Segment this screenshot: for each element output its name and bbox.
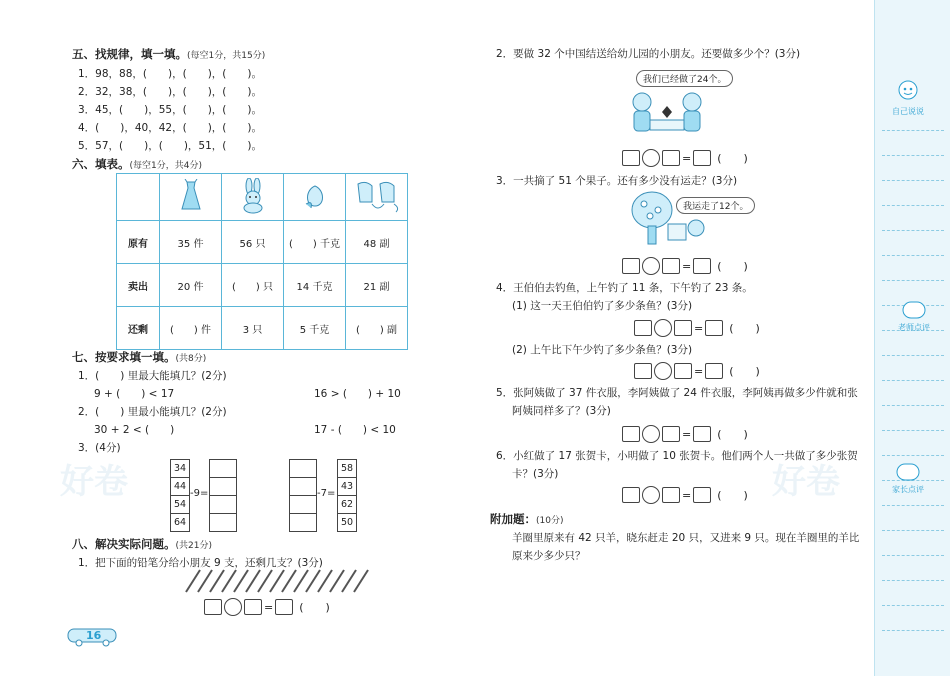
operator-circle[interactable]: [654, 362, 672, 380]
num-cell: 64: [173, 517, 187, 528]
answer-box[interactable]: [674, 320, 692, 336]
note-line: [882, 605, 944, 606]
operator-circle[interactable]: [224, 598, 242, 616]
pencil: [198, 570, 212, 592]
operator-circle[interactable]: [654, 319, 672, 337]
badge-self: [884, 78, 932, 117]
table-corner: [117, 174, 160, 221]
equation-row: = ( ): [622, 257, 748, 275]
child-face-icon: [893, 78, 923, 104]
row-label: 卖出: [117, 264, 160, 307]
equation-row: = ( ): [634, 362, 760, 380]
answer-box[interactable]: [622, 150, 640, 166]
s7-q2: 2．( ) 里最小能填几？(2分): [78, 406, 227, 418]
num-cell: 54: [171, 496, 189, 514]
dress-icon: [160, 174, 222, 221]
answer-box[interactable]: [622, 487, 640, 503]
badge-teacher-label: 老师点评: [898, 323, 930, 332]
answer-box[interactable]: [622, 258, 640, 274]
vertical-box-left: [170, 459, 190, 532]
answer-box[interactable]: [275, 599, 293, 615]
pencil: [282, 570, 296, 592]
r-q4: 4．王伯伯去钓鱼，上午钓了 11 条，下午钓了 23 条。: [496, 282, 753, 294]
note-line: [882, 580, 944, 581]
note-line: [882, 630, 944, 631]
note-line: [882, 155, 944, 156]
num-cell: 44: [171, 478, 189, 496]
badge-parent-label: 家长点评: [892, 485, 924, 494]
section8-title: 八、解决实际问题。(共21分): [72, 537, 212, 551]
pencil: [234, 570, 248, 592]
r-q3: 3．一共摘了 51 个果子。还有多少没有运走？(3分): [496, 175, 738, 187]
answer-box[interactable]: [662, 150, 680, 166]
table-cell: 5 千克: [284, 307, 346, 350]
pencils-icon: [180, 568, 370, 594]
answer-cell[interactable]: [290, 514, 316, 531]
pencil: [306, 570, 320, 592]
answer-box[interactable]: [662, 258, 680, 274]
answer-box[interactable]: [693, 487, 711, 503]
row-label: 还剩: [117, 307, 160, 350]
note-line: [882, 430, 944, 431]
pencil: [246, 570, 260, 592]
answer-box[interactable]: [705, 363, 723, 379]
r-q5-line1: 5．张阿姨做了 37 件衣服，李阿姨做了 24 件衣服，李阿姨再做多少件就和张: [496, 387, 858, 399]
r-q4b: (2) 上午比下午少钓了多少条鱼？(3分): [512, 344, 693, 356]
note-line: [882, 280, 944, 281]
table-cell[interactable]: ( ) 副: [346, 307, 408, 350]
pencil: [354, 570, 368, 592]
answer-cell[interactable]: [290, 478, 316, 496]
answer-box[interactable]: [634, 363, 652, 379]
s5-row: 5．57，( )，( )，51，( )。: [78, 140, 262, 152]
table-cell: 48 副: [346, 221, 408, 264]
pencil: [330, 570, 344, 592]
s7-q2a: 30 + 2 < ( ): [94, 424, 175, 436]
answer-box[interactable]: [693, 426, 711, 442]
page-number: 16: [86, 629, 102, 642]
s7-q3: 3．(4分): [78, 442, 121, 454]
answer-box[interactable]: [244, 599, 262, 615]
note-line: [882, 130, 944, 131]
answer-box[interactable]: [662, 487, 680, 503]
badge-self-label: 自己说说: [892, 107, 924, 116]
table-cell: 35 件: [160, 221, 222, 264]
table-cell: 56 只: [222, 221, 284, 264]
pencil: [342, 570, 356, 592]
section7-title: 七、按要求填一填。(共8分): [72, 350, 207, 364]
row-label: 原有: [117, 221, 160, 264]
num-cell: 50: [340, 517, 354, 528]
pencil: [258, 570, 272, 592]
pencil: [210, 570, 224, 592]
speech-bubble: 我们已经做了24个。: [636, 70, 733, 87]
rabbit-icon: [222, 174, 284, 221]
equation-row: = ( ): [622, 149, 748, 167]
answer-cell[interactable]: [210, 460, 236, 478]
note-line: [882, 355, 944, 356]
equation-row: = ( ): [622, 486, 748, 504]
table-cell[interactable]: ( ) 只: [222, 264, 284, 307]
note-line: [882, 455, 944, 456]
s7-q1a: 9 + ( ) < 17: [94, 388, 175, 400]
answer-box-right[interactable]: [289, 459, 317, 532]
r-q2: 2．要做 32 个中国结送给幼儿园的小朋友。还要做多少个？(3分): [496, 48, 801, 60]
answer-cell[interactable]: [290, 460, 316, 478]
note-line: [882, 180, 944, 181]
operator-circle[interactable]: [642, 486, 660, 504]
speech-bubble: 我运走了12个。: [676, 197, 755, 214]
pencil: [222, 570, 236, 592]
table-cell: 21 副: [346, 264, 408, 307]
extra-line2: 原来少多少只？: [512, 550, 586, 562]
section5-title: 五、找规律，填一填。(每空1分，共15分): [72, 47, 266, 61]
r-q6-line1: 6．小红做了 17 张贺卡，小明做了 10 张贺卡。他们两个人一共做了多少张贺: [496, 450, 858, 462]
num-cell: 58: [338, 460, 356, 478]
s7-q2b: 17 - ( ) < 10: [314, 424, 396, 436]
watermark-right: 好卷: [772, 462, 840, 502]
table-cell: 3 只: [222, 307, 284, 350]
table-cell: 20 件: [160, 264, 222, 307]
operator-circle[interactable]: [642, 149, 660, 167]
num-cell: 43: [338, 478, 356, 496]
s5-row: 2．32，38，( )，( )，( )。: [78, 86, 262, 98]
answer-cell[interactable]: [210, 478, 236, 496]
extra-line1: 羊圈里原来有 42 只羊，晓东赶走 20 只，又进来 9 只。现在羊圈里的羊比: [512, 532, 860, 544]
s7-q1b: 16 > ( ) + 10: [314, 388, 401, 400]
table-cell: 14 千克: [284, 264, 346, 307]
note-line: [882, 205, 944, 206]
vertical-box-right: [337, 459, 357, 532]
watermark-left: 好卷: [60, 462, 128, 502]
table-cell[interactable]: ( ) 千克: [284, 221, 346, 264]
answer-box[interactable]: [634, 320, 652, 336]
answer-box[interactable]: [705, 320, 723, 336]
section6-title: 六、填表。(每空1分，共4分): [72, 157, 202, 171]
answer-box[interactable]: [674, 363, 692, 379]
num-cell: 34: [171, 460, 189, 478]
equation-row: = ( ): [634, 319, 760, 337]
fill-table: [116, 173, 408, 350]
s5-row: 4．( )，40，42，( )，( )。: [78, 122, 262, 134]
peach-icon: [284, 174, 346, 221]
note-line: [882, 230, 944, 231]
note-line: [882, 405, 944, 406]
teacher-icon: [901, 300, 927, 320]
s7-q1: 1．( ) 里最大能填几？(2分): [78, 370, 227, 382]
answer-cell[interactable]: [290, 496, 316, 514]
answer-box[interactable]: [204, 599, 222, 615]
note-line: [882, 505, 944, 506]
r-q6-line2: 卡？(3分): [512, 468, 559, 480]
pencil: [186, 570, 200, 592]
pencil: [270, 570, 284, 592]
s5-row: 3．45，( )，55，( )，( )。: [78, 104, 262, 116]
r-q5-line2: 阿姨同样多了？(3分): [512, 405, 611, 417]
page-badge: [66, 625, 122, 650]
s5-row: 1．98，88，( )，( )，( )。: [78, 68, 262, 80]
note-line: [882, 530, 944, 531]
s8-q1: 1．把下面的铅笔分给小朋友 9 支，还剩几支？(3分): [78, 557, 323, 569]
operator-circle[interactable]: [642, 257, 660, 275]
note-line: [882, 555, 944, 556]
operator-circle[interactable]: [642, 425, 660, 443]
children-crafting-icon: [622, 88, 712, 138]
answer-box[interactable]: [693, 258, 711, 274]
extra-title: 附加题：(10分): [490, 512, 564, 526]
r-q4a: (1) 这一天王伯伯钓了多少条鱼？(3分): [512, 300, 693, 312]
answer-box[interactable]: [622, 426, 640, 442]
answer-box[interactable]: [662, 426, 680, 442]
op-right: -7=: [317, 488, 336, 499]
op-left: -9=: [190, 488, 209, 499]
note-line: [882, 380, 944, 381]
pencil: [294, 570, 308, 592]
answer-box[interactable]: [693, 150, 711, 166]
parent-icon: [895, 462, 921, 482]
table-cell[interactable]: ( ) 件: [160, 307, 222, 350]
equation-row: = ( ): [622, 425, 748, 443]
pencil: [318, 570, 332, 592]
badge-teacher: [890, 300, 938, 333]
num-cell: 62: [338, 496, 356, 514]
answer-cell[interactable]: [210, 514, 236, 531]
answer-cell[interactable]: [210, 496, 236, 514]
mittens-icon: [346, 174, 408, 221]
answer-box-left[interactable]: [209, 459, 237, 532]
badge-parent: [884, 462, 932, 495]
equation-row: = ( ): [204, 598, 330, 616]
note-line: [882, 255, 944, 256]
